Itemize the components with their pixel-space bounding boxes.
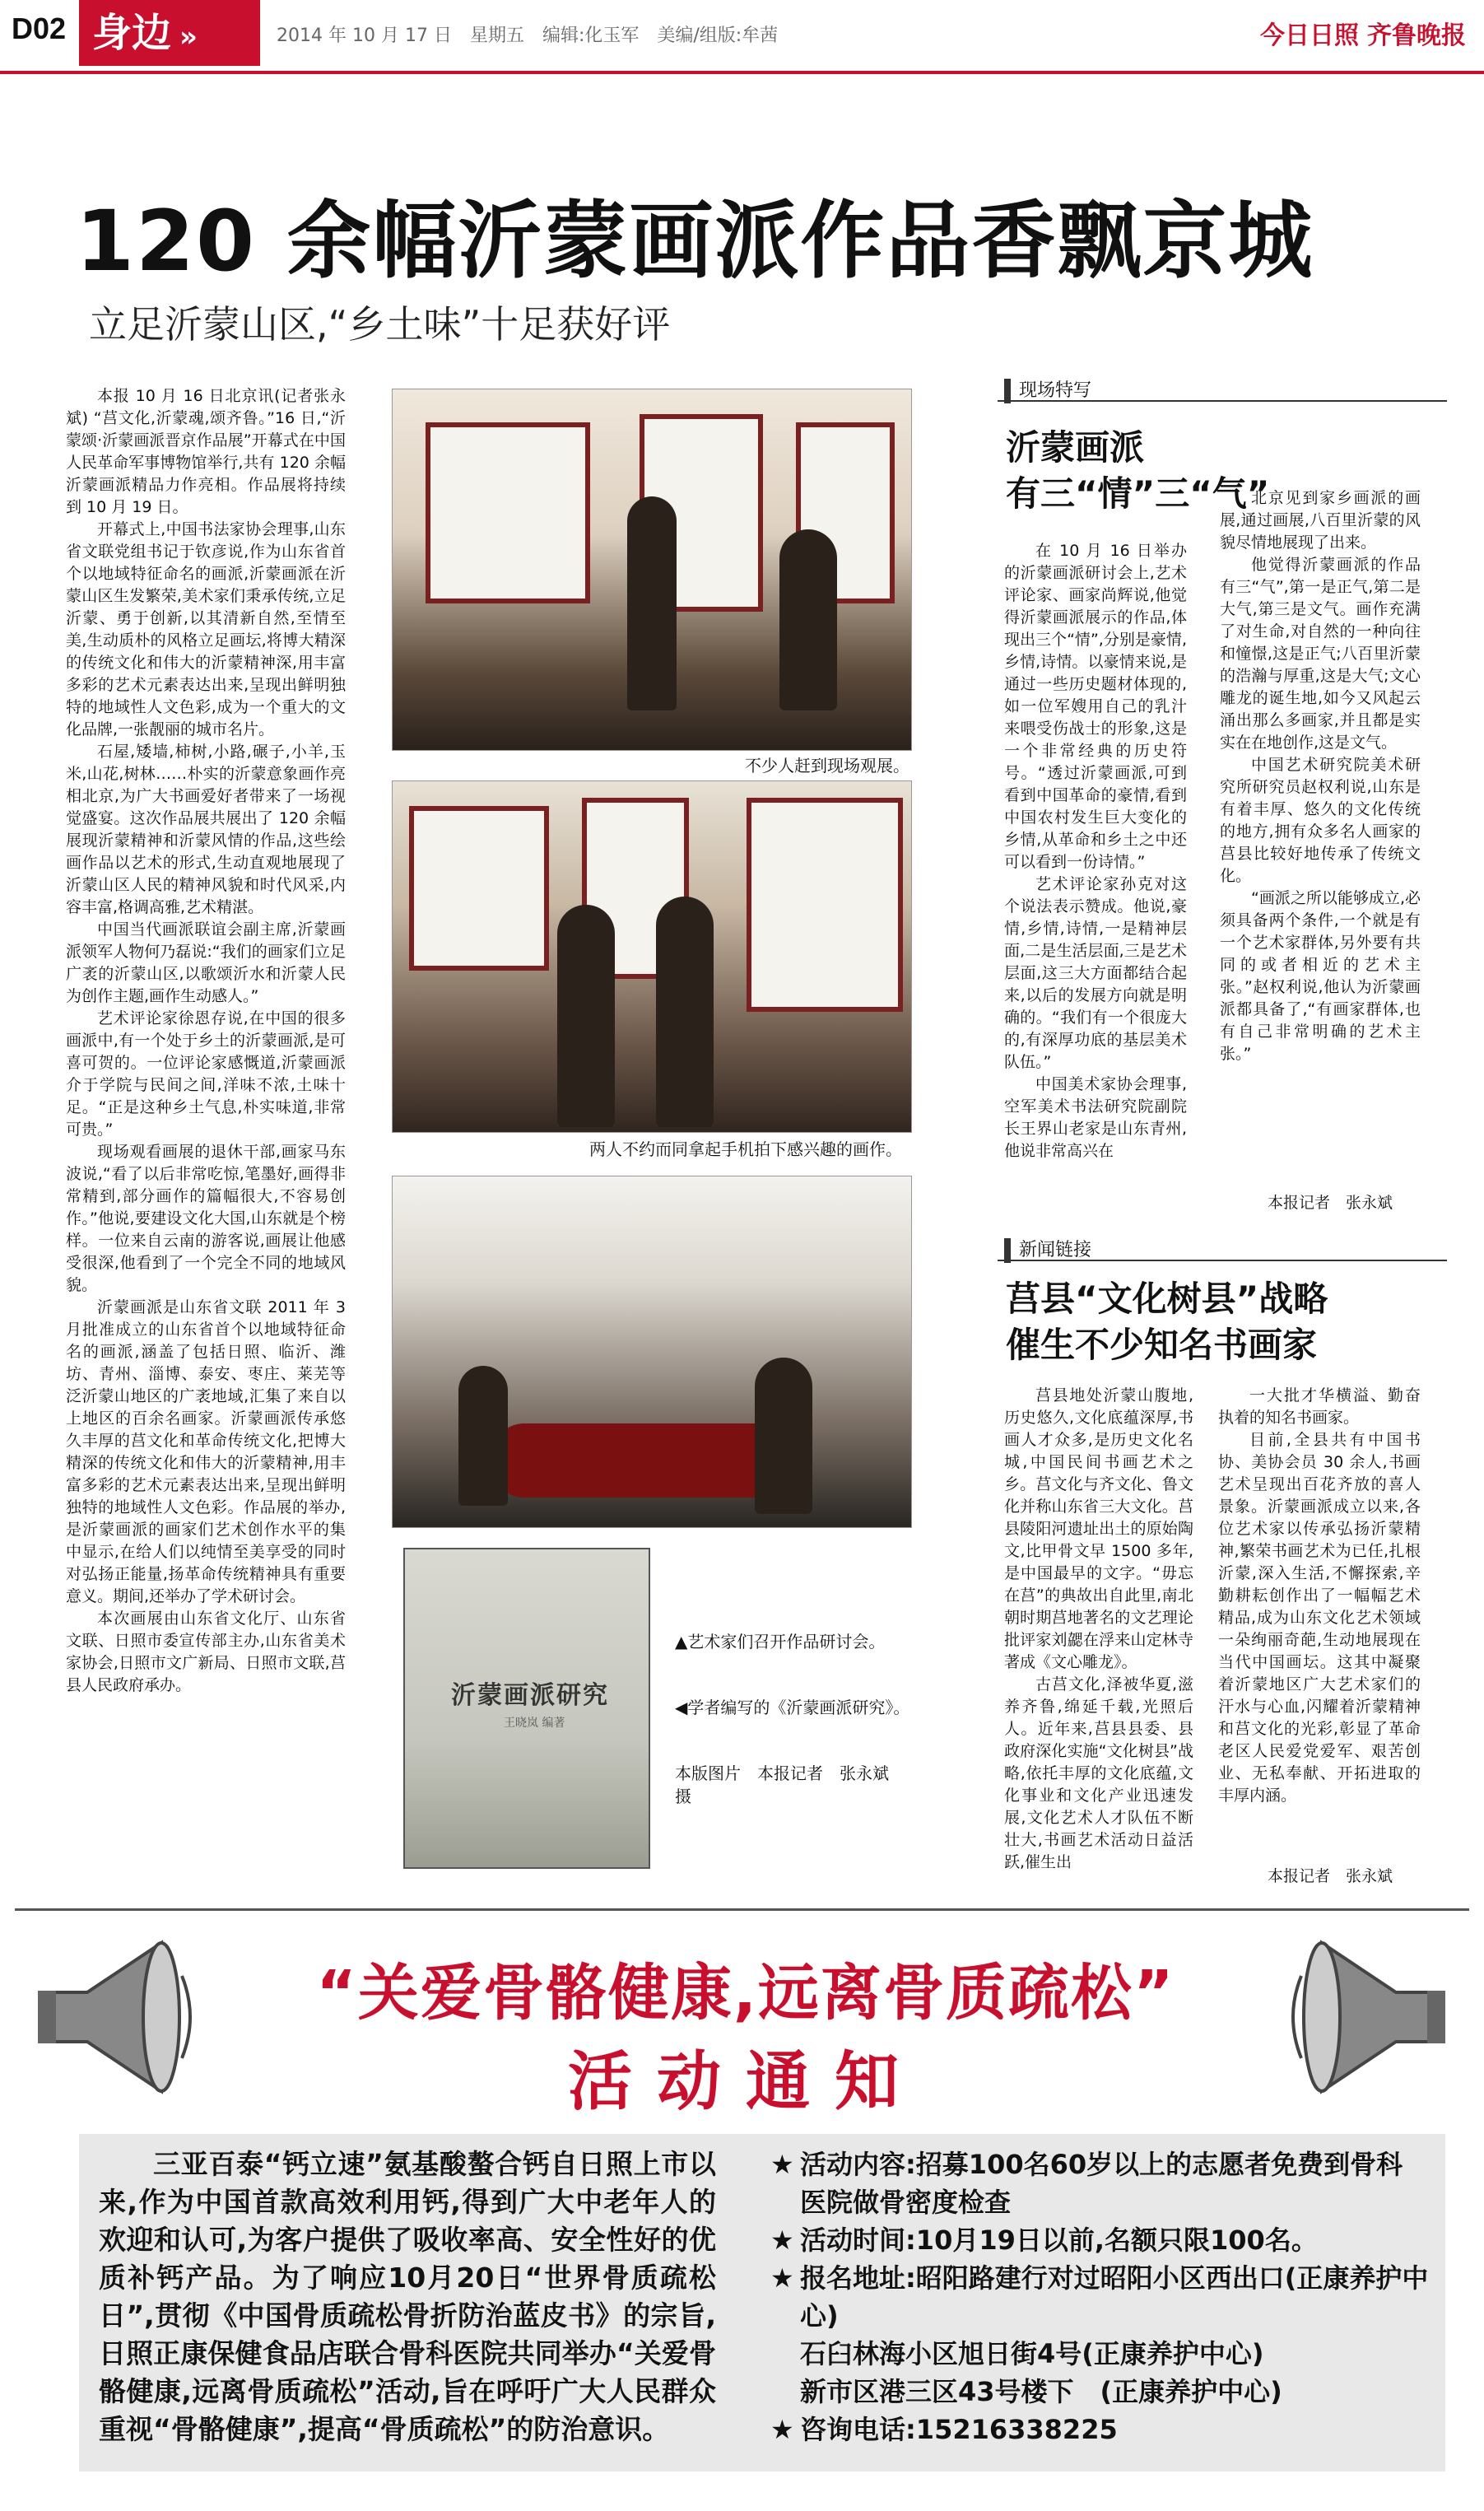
page-number: D02 [12, 12, 67, 45]
byline: 本报记者 张永斌 [1268, 1867, 1393, 1885]
ad-title: “关爱骨骼健康,远离骨质疏松” [316, 1958, 1175, 2029]
ad-details [770, 2145, 1429, 2448]
sidebar-title-line: 莒县“文化树县”战略 [1006, 1279, 1328, 1319]
issue-meta: 2014 年 10 月 17 日 星期五 编辑:化玉军 美编/组版:牟茜 [277, 26, 779, 46]
book-title: 沂蒙画派研究 [451, 1681, 609, 1710]
sidebar-column [1220, 487, 1421, 1065]
sidebar-paragraph: 北京见到家乡画派的画展,通过画展,八百里沂蒙的风貌尽情地展现了出来。 [1220, 489, 1421, 552]
sidebar-paragraph: “画派之所以能够成立,必须具备两个条件,一个就是有一个艺术家群体,另外要有共同的或者相近的艺术主张。”赵权利说,他认为沂蒙画派都具备了,“有画家群体,也有自己非常明确的艺术主张。” [1220, 889, 1421, 1063]
advertisement [21, 1918, 1463, 2495]
brand-left: 今日日照 [1260, 21, 1359, 50]
article-body [66, 385, 346, 1697]
photo-caption: 不少人赶到现场观展。 [745, 756, 909, 776]
sidebar-title-line: 有三“情”三“气” [1006, 473, 1270, 514]
ad-description: 三亚百泰“钙立速”氨基酸螯合钙自日照上市以来,作为中国首款高效利用钙,得到广大中老年人的欢迎和认可,为客户提供了吸收率高、安全性好的优质补钙产品。为了响应10月20日“世界骨质疏松日”,贯彻《中国骨质疏松骨折防治蓝皮书》的宗旨,日照正康保健食品店联合骨科医院共同举办“关爱骨骼健康,远离骨质疏松”活动,旨在呼吁广大人民群众重视“骨骼健康”,提高“骨质疏松”的防治意识。 [99, 2148, 716, 2445]
sidebar-title [1006, 1276, 1328, 1368]
attendee-figure [755, 1358, 812, 1514]
meeting-photo [392, 1176, 912, 1528]
photo-caption: 两人不约而同拿起手机拍下感兴趣的画作。 [589, 1139, 902, 1159]
sidebar-title-line: 催生不少知名书画家 [1006, 1325, 1318, 1365]
star-icon: ★ [770, 2224, 794, 2256]
photo-credit: 本版图片 本报记者 张永斌 摄 [675, 1763, 905, 1806]
book-photo [403, 1548, 650, 1869]
conference-table [491, 1423, 788, 1498]
sidebar-paragraph: 在 10 月 16 日举办的沂蒙画派研讨会上,艺术评论家、画家尚辉说,他觉得沂蒙画派展示的作品,体现出三个“情”,分别是豪情,乡情,诗情。以豪情来说,是通过一些历史题材体现的,如一位军嫂用自己的乳汁来喂受伤战士的形象,这是一个非常经典的历史符号。“透过沂蒙画派,可到看到中国革命的豪情,看到中国农村发生巨大变化的乡情,从革命和乡土之中还可以看到一份诗情。” [1004, 542, 1187, 871]
article-subhead: 立足沂蒙山区,“乡土味”十足获好评 [89, 302, 671, 347]
sidebar-paragraph: 中国艺术研究院美术研究所研究员赵权利说,山东是有着丰厚、悠久的文化传统的地方,拥有众多名人画家的莒县比较好地传承了传统文化。 [1220, 756, 1421, 885]
visitor-figure [656, 897, 714, 1127]
ad-body-panel [79, 2134, 1445, 2471]
sidebar-paragraph: 古莒文化,泽被华夏,滋养齐鲁,绵延千载,光照后人。近年来,莒县县委、县政府深化实施“文化树县”战略,依托丰厚的文化底蕴,文化事业和文化产业迅速发展,文化艺术人才队伍不断壮大,书画艺术活动日益活跃,催生出 [1004, 1675, 1193, 1871]
ad-detail-row [770, 2373, 1429, 2411]
article-paragraph: 本报 10 月 16 日北京讯(记者张永斌) “莒文化,沂蒙魂,颂齐鲁。”16 日,“沂蒙颂·沂蒙画派晋京作品展”开幕式在中国人民革命军事博物馆举行,共有 120 余幅沂蒙画派精品力作亮相。作品展将持续到 10 月 19 日。 [66, 387, 346, 516]
sidebar-paragraph: 他觉得沂蒙画派的作品有三“气”,第一是正气,第二是大气,第三是文气。画作充满了对生命,对自然的一种向往和憧憬,这是正气;八百里沂蒙的浩瀚与厚重,这是大气;文心雕龙的诞生地,如今又风起云涌出那么多画家,并且都是实实在在地创作,这是文气。 [1220, 556, 1421, 752]
ad-separator [15, 1908, 1469, 1911]
section-badge [79, 0, 260, 66]
ad-detail-row [770, 2221, 1429, 2259]
sidebar-tag: 现场特写 [1004, 379, 1091, 403]
page-header [0, 0, 1484, 74]
sidebar-title-line: 沂蒙画派 [1006, 427, 1145, 468]
ad-address: 报名地址:昭阳路建行对过昭阳小区西出口(正康养护中心) [800, 2262, 1429, 2332]
megaphone-icon [1272, 1926, 1454, 2108]
masthead [1252, 15, 1466, 51]
sidebar-paragraph: 一大批才华横溢、勤奋执着的知名书画家。 [1218, 1386, 1421, 1427]
exhibition-photo [392, 389, 912, 751]
article-headline: 120 余幅沂蒙画派作品香飘京城 [76, 193, 1314, 291]
ad-time: 活动时间:10月19日以前,名额只限100名。 [800, 2224, 1318, 2256]
ad-content: 活动内容:招募100名60岁以上的志愿者免费到骨科医院做骨密度检查 [800, 2149, 1403, 2218]
article-paragraph: 开幕式上,中国书法家协会理事,山东省文联党组书记于钦彦说,作为山东省首个以地域特征命名的画派,沂蒙画派在沂蒙山区生发繁荣,美术家们秉承传统,立足沂蒙、勇于创新,以其清新自然,至情至美,生动质朴的风格立足画坛,将博大精深的传统文化和伟大的沂蒙精神深,用丰富多彩的艺术元素表达出来,呈现出鲜明独特的地域性人文色彩,成为一个重大的文化品牌,一张靓丽的城市名片。 [66, 520, 346, 738]
ad-detail-row [770, 2335, 1429, 2373]
star-icon: ★ [770, 2414, 794, 2445]
photo-caption: ◀学者编写的《沂蒙画派研究》。 [675, 1698, 910, 1717]
star-icon: ★ [770, 2262, 794, 2294]
section-label: 身边 [92, 10, 172, 56]
painting [747, 798, 903, 1012]
article-paragraph: 中国当代画派联谊会副主席,沂蒙画派领军人物何乃磊说:“我们的画家们立足广袤的沂蒙山区,以歌颂沂水和沂蒙人民为创作主题,画作生动感人。” [66, 920, 346, 1005]
ad-address-3: 新市区港三区43号楼下 (正康养护中心) [800, 2376, 1282, 2407]
exhibition-photo [392, 780, 912, 1133]
sidebar-paragraph: 目前,全县共有中国书协、美协会员 30 余人,书画艺术呈现出百花齐放的喜人景象。沂蒙画派成立以来,各位艺术家以传承弘扬沂蒙精神,繁荣书画艺术为已任,扎根沂蒙,深入生活,不懈探索,辛勤耕耘创作出了一幅幅艺术精品,成为山东文化艺术领域一朵绚丽奇葩,生动地展现在当代中国画坛。这其中凝聚着沂蒙地区广大艺术家们的汗水与心血,闪耀着沂蒙精神和莒文化的光彩,彰显了革命老区人民爱党爱军、艰苦创业、无私奉献、开拓进取的丰厚内涵。 [1218, 1431, 1421, 1805]
double-chevron-icon: » [179, 21, 198, 54]
sidebar-tag: 新闻链接 [1004, 1238, 1091, 1263]
article-paragraph: 本次画展由山东省文化厅、山东省文联、日照市委宣传部主办,山东省美术家协会,日照市文广新局、日照市文联,莒县人民政府承办。 [66, 1610, 346, 1694]
visitor-figure [557, 905, 615, 1127]
visitor-figure [627, 496, 677, 710]
painting [426, 422, 590, 603]
ad-detail-row [770, 2411, 1429, 2448]
sidebar-column [1218, 1385, 1421, 1807]
ad-phone: 咨询电话:15216338225 [800, 2414, 1118, 2445]
sidebar-column [1004, 540, 1187, 1162]
article-paragraph: 石屋,矮墙,柿树,小路,碾子,小羊,玉米,山花,树林……朴实的沂蒙意象画作亮相北京,为广大书画爱好者带来了一场视觉盛宴。这次作品展共展出了 120 余幅展现沂蒙精神和沂蒙风情的作品,这些绘画作品以艺术的形式,生动直观地展现了沂蒙山区人民的精神风貌和时代风采,内容丰富,格调高雅,艺术精湛。 [66, 743, 346, 916]
megaphone-icon [30, 1926, 211, 2108]
sidebar-paragraph: 艺术评论家孙克对这个说法表示赞成。他说,豪情,乡情,诗情,一是精神层面,二是生活层面,三是艺术层面,这三大方面都结合起来,以后的发展方向就是明确的。“我们有一个很庞大的,有深厚功底的基层美术队伍。” [1004, 875, 1187, 1071]
article-paragraph: 艺术评论家徐恩存说,在中国的很多画派中,有一个处于乡土的沂蒙画派,是可喜可贺的。一位评论家感慨道,沂蒙画派介于学院与民间之间,洋味不浓,土味十足。“正是这种乡土气息,朴实味道,非常可贵。” [66, 1009, 346, 1139]
ad-subtitle: 活动通知 [567, 2045, 923, 2119]
brand-right: 齐鲁晚报 [1367, 21, 1466, 50]
byline: 本报记者 张永斌 [1268, 1194, 1393, 1212]
star-icon: ★ [770, 2149, 794, 2180]
attendee-figure [458, 1366, 508, 1506]
ad-detail-row [770, 2145, 1429, 2221]
article-paragraph: 沂蒙画派是山东省文联 2011 年 3 月批准成立的山东省首个以地域特征命名的画派,涵盖了包括日照、临沂、潍坊、青州、淄博、泰安、枣庄、莱芜等泛沂蒙山地区的广袤地域,汇集了来自以上地区的百余名画家。沂蒙画派传承悠久丰厚的莒文化和革命传统文化,把博大精深的传统文化和伟大的沂蒙精神,用丰富多彩的艺术元素表达出来,呈现出鲜明独特的地域性人文色彩。作品展的举办,是沂蒙画派的画家们艺术创作水平的集中显示,在给人们以纯情至美享受的同时对弘扬正能量,扬革命传统精神具有重要意义。期间,还举办了学术研讨会。 [66, 1298, 346, 1605]
article-paragraph: 现场观看画展的退休干部,画家马东波说,“看了以后非常吃惊,笔墨好,画得非常精到,部分画作的篇幅很大,不容易创作。”他说,要建设文化大国,山东就是个榜样。一位来自云南的游客说,画展让他感受很深,他看到了一个完全不同的地域风貌。 [66, 1143, 346, 1294]
sidebar-paragraph: 莒县地处沂蒙山腹地,历史悠久,文化底蕴深厚,书画人才众多,是历史文化名城,中国民间书画艺术之乡。莒文化与齐文化、鲁文化并称山东省三大文化。莒县陵阳河遗址出土的原始陶文,比甲骨文早 1500 多年,是中国最早的文字。“毋忘在莒”的典故出自此里,南北朝时期莒地著名的文艺理论批评家刘勰在浮来山定林寺著成《文心雕龙》。 [1004, 1386, 1193, 1671]
visitor-figure [779, 529, 837, 710]
painting [409, 806, 549, 971]
book-author: 王晓岚 编著 [504, 1717, 565, 1730]
photo-caption: ▲艺术家们召开作品研讨会。 [675, 1632, 886, 1651]
ad-address-2: 石臼林海小区旭日街4号(正康养护中心) [800, 2338, 1264, 2369]
sidebar-column [1004, 1385, 1193, 1874]
sidebar-paragraph: 中国美术家协会理事,空军美术书法研究院副院长王界山老家是山东青州,他说非常高兴在 [1004, 1075, 1187, 1160]
ad-detail-row [770, 2259, 1429, 2335]
